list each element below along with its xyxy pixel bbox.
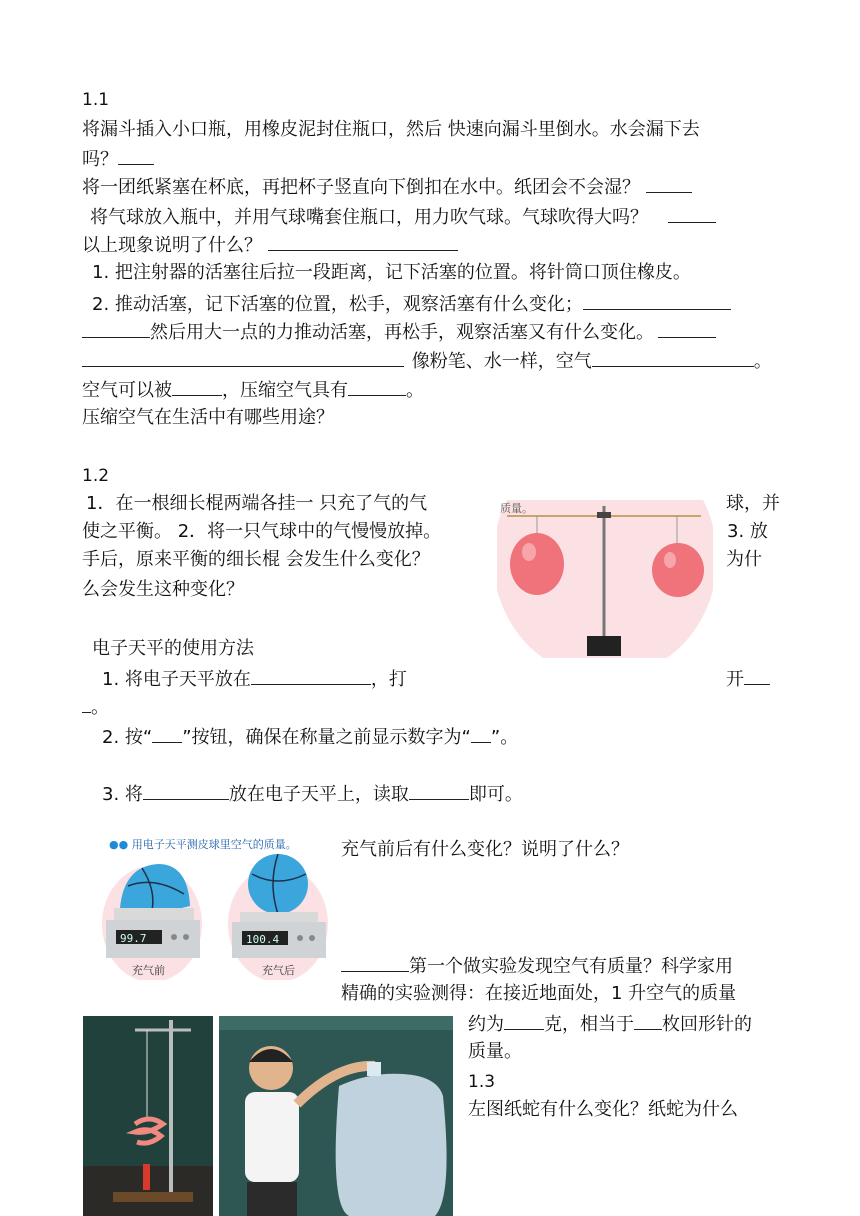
paper-snake-illustration	[83, 1016, 213, 1216]
air-mass-end: 质量。	[468, 1041, 522, 1062]
answer-blank[interactable]	[592, 346, 754, 367]
answer-blank[interactable]	[471, 722, 491, 743]
question-funnel: 将漏斗插入小口瓶，用橡皮泥封住瓶口，然后 快速向漏斗里倒水。水会漏下去	[82, 119, 700, 140]
question-paper-cup: 将一团纸紧塞在杯底，再把杯子竖直向下倒扣在水中。纸团会不会湿？	[82, 172, 692, 202]
ball-change-question: 充气前后有什么变化？说明了什么？	[341, 839, 629, 860]
scientist-question: 第一个做实验发现空气有质量？科学家用	[341, 951, 733, 981]
answer-blank[interactable]	[348, 375, 406, 396]
question-balloon-bottle: 将气球放入瓶中，并用气球嘴套住瓶口，用力吹气球。气球吹得大吗？	[90, 202, 716, 232]
answer-blank[interactable]	[152, 722, 182, 743]
answer-blank[interactable]	[251, 664, 371, 685]
section-heading-1-2: 1.2	[82, 466, 110, 486]
answer-blank[interactable]	[668, 202, 716, 223]
method-step-1-end: 。	[82, 692, 109, 722]
ball-weighing-figure	[102, 834, 332, 980]
syringe-step-2-cont: 然后用大一点的力推动活塞，再松手，观察活塞又有什么变化。	[82, 317, 716, 347]
balance-figure-caption: 质量。	[500, 502, 533, 515]
section-heading-1-1: 1.1	[82, 90, 110, 110]
syringe-step-1: 1. 把注射器的活塞往后拉一段距离，记下活塞的位置。将针筒口顶住橡皮。	[92, 262, 691, 283]
answer-blank[interactable]	[82, 317, 150, 338]
method-step-1: 1. 将电子天平放在 ，打	[102, 664, 407, 694]
answer-blank[interactable]	[504, 1009, 544, 1030]
answer-blank[interactable]	[118, 144, 154, 165]
section-heading-1-3: 1.3	[468, 1072, 496, 1092]
answer-blank[interactable]	[409, 779, 469, 800]
ball-weighing-illustration	[102, 834, 332, 980]
ball-figure-caption: ●● 用电子天平测皮球里空气的质量。	[109, 838, 297, 851]
boy-air-bag-illustration	[219, 1016, 453, 1216]
balance-text-4: 么会发生这种变化？	[82, 579, 244, 600]
answer-blank[interactable]	[82, 346, 404, 367]
balance-text-1a: 1．在一根细长棍两端各挂一 只充了气的气	[86, 493, 428, 514]
paper-snake-photo	[83, 1016, 213, 1216]
air-property-line: 像粉笔、水一样，空气 。	[82, 346, 772, 376]
before-label: 充气前	[132, 964, 165, 977]
answer-blank[interactable]	[82, 692, 91, 713]
before-scale-reading: 99.7	[120, 932, 147, 945]
method-step-3: 3. 将 放在电子天平上，读取 即可。	[102, 779, 523, 809]
syringe-step-2: 2. 推动活塞，记下活塞的位置，松手，观察活塞有什么变化；	[92, 289, 731, 319]
method-title: 电子天平的使用方法	[92, 638, 254, 659]
answer-blank[interactable]	[634, 1009, 662, 1030]
balance-text-2a: 使之平衡。 2．将一只气球中的气慢慢放掉。	[82, 521, 442, 542]
method-step-1-right: 开	[726, 664, 770, 694]
answer-blank[interactable]	[341, 951, 409, 972]
question-conclusion: 以上现象说明了什么？	[82, 230, 458, 260]
answer-blank[interactable]	[658, 317, 716, 338]
answer-blank[interactable]	[172, 375, 222, 396]
air-mass-fact: 精确的实验测得：在接近地面处，1 升空气的质量	[341, 983, 737, 1004]
answer-blank[interactable]	[646, 172, 692, 193]
question-funnel-end: 吗？	[82, 144, 154, 174]
answer-blank[interactable]	[143, 779, 229, 800]
air-mass-blanks: 约为 克，相当于 枚回形针的	[468, 1009, 752, 1039]
after-label: 充气后	[262, 964, 295, 977]
balance-text-2b: 3. 放	[727, 521, 768, 542]
balloon-balance-figure	[497, 500, 713, 658]
balance-text-3a: 手后，原来平衡的细长棍 会发生什么变化？	[82, 549, 430, 570]
paper-snake-question: 左图纸蛇有什么变化？纸蛇为什么	[468, 1099, 738, 1120]
answer-blank[interactable]	[744, 664, 770, 685]
answer-blank[interactable]	[583, 289, 731, 310]
boy-air-bag-photo	[219, 1016, 453, 1216]
balance-text-3b: 为什	[726, 549, 762, 570]
after-scale-reading: 100.4	[246, 933, 280, 946]
method-step-2: 2. 按“ ”按钮，确保在称量之前显示数字为“ ”。	[102, 722, 518, 752]
compress-line: 空气可以被 ，压缩空气具有 。	[82, 375, 424, 405]
compress-usage-question: 压缩空气在生活中有哪些用途？	[82, 407, 334, 428]
balance-text-1b: 球，并	[726, 493, 780, 514]
balloon-balance-illustration	[497, 500, 713, 658]
answer-blank[interactable]	[268, 230, 458, 251]
